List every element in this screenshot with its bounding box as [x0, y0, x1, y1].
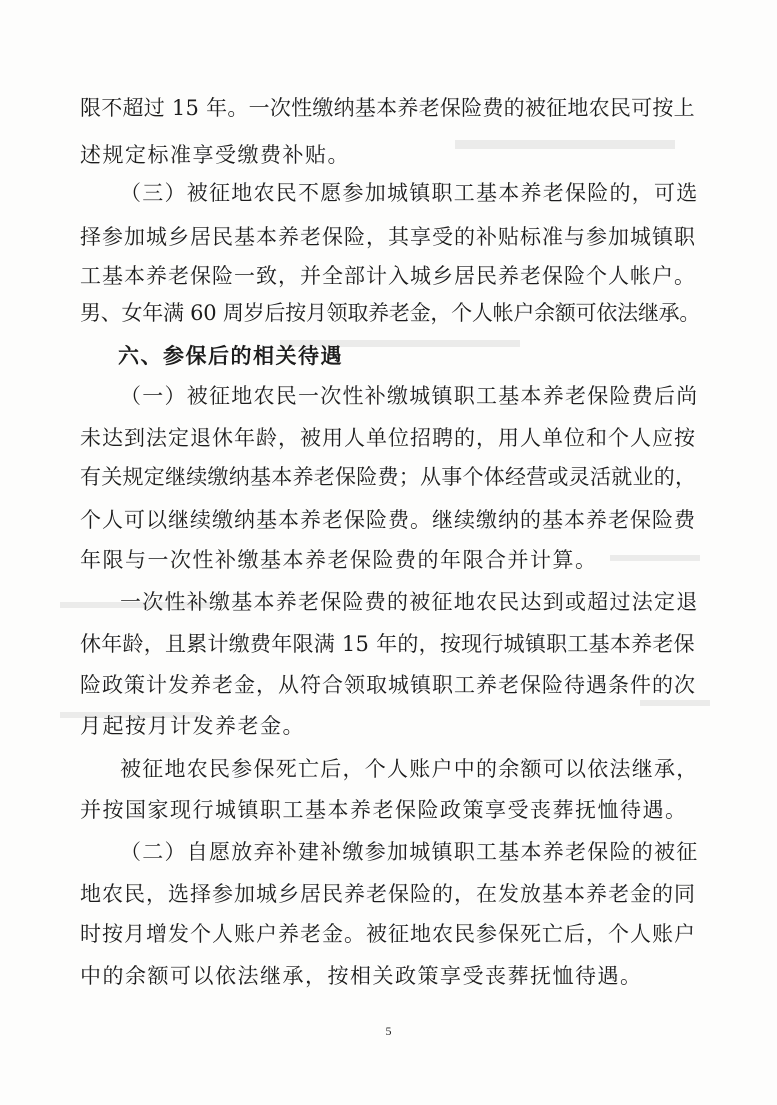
- paragraph-line: 限不超过 15 年。一次性缴纳基本养老保险费的被征地农民可按上: [80, 96, 695, 120]
- paragraph-line: 休年龄，且累计缴费年限满 15 年的，按现行城镇职工基本养老保: [80, 632, 695, 656]
- paragraph-line: 个人可以继续缴纳基本养老保险费。继续缴纳的基本养老保险费: [80, 508, 696, 532]
- section-heading: 六、参保后的相关待遇: [118, 344, 343, 368]
- paragraph-line: 未达到法定退休年龄，被用人单位招聘的，用人单位和个人应按: [80, 426, 696, 450]
- paragraph-line: 年限与一次性补缴基本养老保险费的年限合并计算。: [80, 548, 598, 572]
- paragraph-line: 男、女年满 60 周岁后按月领取养老金，个人帐户余额可依法继承。: [80, 301, 701, 325]
- paragraph-line: 一次性补缴基本养老保险费的被征地农民达到或超过法定退: [120, 590, 699, 614]
- page-number: 5: [385, 1024, 392, 1038]
- paragraph-line: 地农民，选择参加城乡居民养老保险的，在发放基本养老金的同: [80, 882, 696, 906]
- paragraph-line: 有关规定继续缴纳基本养老保险费；从事个体经营或灵活就业的，: [80, 465, 697, 489]
- paragraph-line: （三）被征地农民不愿参加城镇职工基本养老保险的，可选: [120, 181, 699, 205]
- paragraph-line: 险政策计发养老金，从符合领取城镇职工养老保险待遇条件的次: [80, 673, 696, 697]
- paragraph-line: （一）被征地农民一次性补缴城镇职工基本养老保险费后尚: [120, 384, 699, 408]
- paragraph-line: 时按月增发个人账户养老金。被征地农民参保死亡后，个人账户: [80, 922, 696, 946]
- paragraph-line: 中的余额可以依法继承，按相关政策享受丧葬抚恤待遇。: [80, 964, 643, 988]
- paragraph-line: 述规定标准享受缴费补贴。: [80, 143, 350, 167]
- paragraph-line: 并按国家现行城镇职工基本养老保险政策享受丧葬抚恤待遇。: [80, 798, 688, 822]
- paragraph-line: 被征地农民参保死亡后，个人账户中的余额可以依法继承，: [120, 757, 699, 781]
- paragraph-line: 择参加城乡居民基本养老保险，其享受的补贴标准与参加城镇职: [80, 225, 696, 249]
- paragraph-line: 月起按月计发养老金。: [80, 714, 305, 738]
- paragraph-line: 工基本养老保险一致，并全部计入城乡居民养老保险个人帐户。: [80, 264, 696, 288]
- paragraph-line: （二）自愿放弃补建补缴参加城镇职工基本养老保险的被征: [120, 840, 699, 864]
